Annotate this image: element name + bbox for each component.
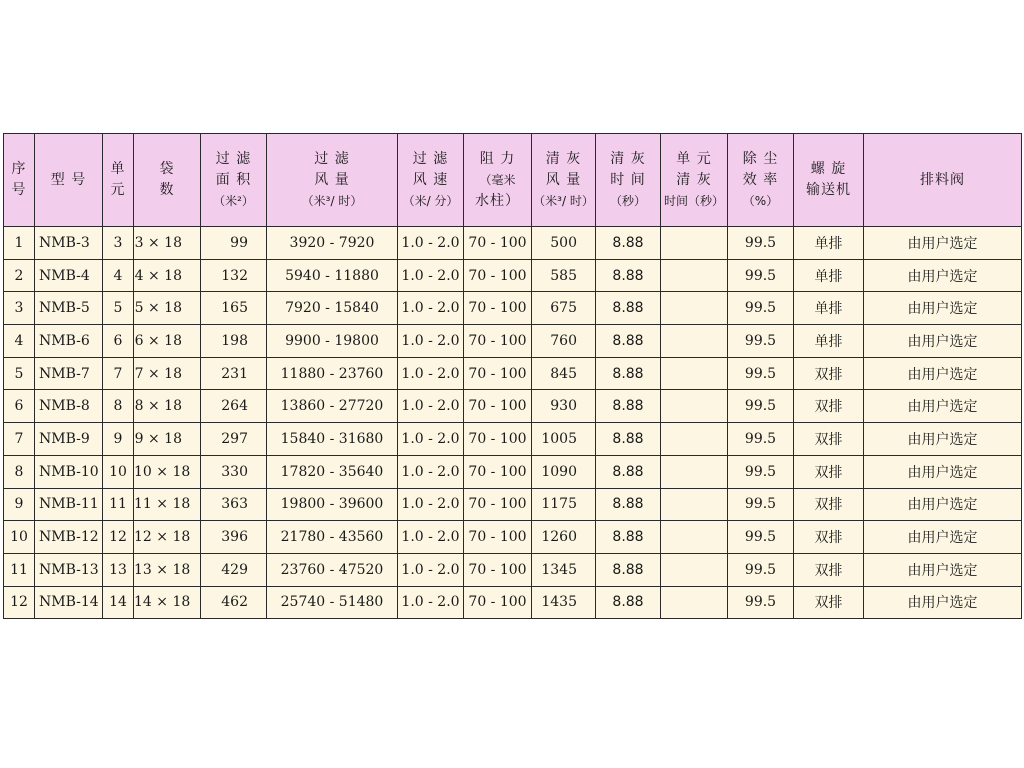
cell-col-unit: 14 (103, 586, 134, 619)
header-line: 元 (110, 182, 126, 198)
header-col-resistance (464, 134, 532, 227)
cell-col-screw-conveyor: 双排 (794, 488, 864, 521)
header-line: 排料阀 (920, 171, 965, 188)
cell-col-cleaning-time: 8.88 (596, 586, 661, 619)
cell-col-filter-velocity: 1.0 - 2.0 (398, 390, 464, 423)
cell-col-filter-airflow: 19800 - 39600 (267, 488, 398, 521)
cell-col-filter-airflow: 23760 - 47520 (267, 553, 398, 586)
cell-col-filter-area: 330 (201, 455, 267, 488)
cell-col-cleaning-time: 8.88 (596, 553, 661, 586)
cell-col-resistance: 70 - 100 (464, 586, 532, 619)
header-col-filter-airflow (267, 134, 398, 227)
cell-col-filter-velocity: 1.0 - 2.0 (398, 357, 464, 390)
cell-col-unit-cleaning-time (661, 553, 728, 586)
cell-col-filter-area: 396 (201, 521, 267, 554)
cell-col-resistance: 70 - 100 (464, 259, 532, 292)
cell-col-screw-conveyor: 双排 (794, 586, 864, 619)
spec-table (3, 133, 1022, 619)
cell-col-efficiency: 99.5 (728, 390, 794, 423)
cell-col-filter-velocity: 1.0 - 2.0 (398, 325, 464, 358)
cell-col-index: 11 (4, 553, 35, 586)
cell-col-filter-area: 363 (201, 488, 267, 521)
cell-col-filter-velocity: 1.0 - 2.0 (398, 259, 464, 292)
cell-col-bags: 10 × 18 (134, 455, 201, 488)
header-line: 型 号 (50, 171, 87, 188)
cell-col-index: 4 (4, 325, 35, 358)
cell-col-unit: 6 (103, 325, 134, 358)
cell-col-filter-velocity: 1.0 - 2.0 (398, 488, 464, 521)
table-row (4, 259, 1022, 292)
cell-col-index: 8 (4, 455, 35, 488)
cell-col-resistance: 70 - 100 (464, 390, 532, 423)
header-line: 效 率 (742, 171, 779, 188)
cell-col-filter-velocity: 1.0 - 2.0 (398, 292, 464, 325)
cell-col-model: NMB-14 (35, 586, 103, 619)
cell-col-model: NMB-12 (35, 521, 103, 554)
cell-col-efficiency: 99.5 (728, 586, 794, 619)
cell-col-unit: 8 (103, 390, 134, 423)
cell-col-cleaning-airflow: 675 (532, 292, 596, 325)
cell-col-bags: 13 × 18 (134, 553, 201, 586)
cell-col-bags: 7 × 18 (134, 357, 201, 390)
header-line: （%） (742, 193, 779, 208)
cell-col-model: NMB-8 (35, 390, 103, 423)
cell-col-resistance: 70 - 100 (464, 553, 532, 586)
header-line: 螺 旋 (810, 161, 847, 177)
cell-col-discharge-valve: 由用户选定 (864, 390, 1022, 423)
table-row (4, 553, 1022, 586)
cell-col-index: 6 (4, 390, 35, 423)
cell-col-unit: 3 (103, 227, 134, 260)
spec-table-container (3, 133, 1021, 619)
header-col-efficiency (728, 134, 794, 227)
cell-col-cleaning-airflow: 845 (532, 357, 596, 390)
cell-col-screw-conveyor: 单排 (794, 227, 864, 260)
header-line: 单 元 (676, 150, 712, 167)
cell-col-cleaning-time: 8.88 (596, 488, 661, 521)
cell-col-efficiency: 99.5 (728, 227, 794, 260)
table-row (4, 390, 1022, 423)
cell-col-filter-airflow: 5940 - 11880 (267, 259, 398, 292)
cell-col-filter-velocity: 1.0 - 2.0 (398, 455, 464, 488)
cell-col-filter-area: 99 (201, 227, 267, 260)
cell-col-unit: 11 (103, 488, 134, 521)
cell-col-unit: 13 (103, 553, 134, 586)
cell-col-cleaning-airflow: 1175 (532, 488, 596, 521)
cell-col-cleaning-airflow: 1435 (532, 586, 596, 619)
cell-col-screw-conveyor: 单排 (794, 259, 864, 292)
cell-col-resistance: 70 - 100 (464, 521, 532, 554)
cell-col-discharge-valve: 由用户选定 (864, 521, 1022, 554)
cell-col-filter-airflow: 13860 - 27720 (267, 390, 398, 423)
cell-col-filter-area: 231 (201, 357, 267, 390)
cell-col-discharge-valve: 由用户选定 (864, 357, 1022, 390)
cell-col-filter-velocity: 1.0 - 2.0 (398, 586, 464, 619)
header-line: 数 (159, 182, 175, 198)
cell-col-model: NMB-7 (35, 357, 103, 390)
header-line: 过 滤 (412, 150, 449, 167)
cell-col-cleaning-airflow: 1005 (532, 423, 596, 456)
header-line: 过 滤 (314, 150, 350, 167)
cell-col-unit-cleaning-time (661, 292, 728, 325)
cell-col-screw-conveyor: 双排 (794, 357, 864, 390)
header-col-cleaning-time (596, 134, 661, 227)
cell-col-bags: 8 × 18 (134, 390, 201, 423)
cell-col-resistance: 70 - 100 (464, 488, 532, 521)
cell-col-efficiency: 99.5 (728, 259, 794, 292)
cell-col-filter-velocity: 1.0 - 2.0 (398, 227, 464, 260)
cell-col-bags: 5 × 18 (134, 292, 201, 325)
cell-col-screw-conveyor: 双排 (794, 553, 864, 586)
cell-col-index: 2 (4, 259, 35, 292)
cell-col-filter-airflow: 21780 - 43560 (267, 521, 398, 554)
header-line: 输送机 (806, 182, 851, 198)
cell-col-model: NMB-13 (35, 553, 103, 586)
cell-col-bags: 14 × 18 (134, 586, 201, 619)
cell-col-filter-area: 165 (201, 292, 267, 325)
cell-col-bags: 11 × 18 (134, 488, 201, 521)
header-col-screw-conveyor (794, 134, 864, 227)
cell-col-unit: 12 (103, 521, 134, 554)
cell-col-cleaning-airflow: 760 (532, 325, 596, 358)
header-col-discharge-valve (864, 134, 1022, 227)
cell-col-resistance: 70 - 100 (464, 292, 532, 325)
cell-col-index: 3 (4, 292, 35, 325)
cell-col-filter-area: 198 (201, 325, 267, 358)
header-line: 单 (110, 161, 126, 177)
header-line: （米/ 分） (402, 193, 459, 208)
cell-col-discharge-valve: 由用户选定 (864, 553, 1022, 586)
cell-col-screw-conveyor: 双排 (794, 390, 864, 423)
header-line: 阻 力 (479, 150, 516, 167)
cell-col-efficiency: 99.5 (728, 488, 794, 521)
cell-col-screw-conveyor: 单排 (794, 325, 864, 358)
cell-col-cleaning-airflow: 585 (532, 259, 596, 292)
cell-col-unit-cleaning-time (661, 521, 728, 554)
cell-col-cleaning-time: 8.88 (596, 357, 661, 390)
cell-col-resistance: 70 - 100 (464, 227, 532, 260)
header-line: （毫米 (479, 172, 516, 187)
cell-col-unit-cleaning-time (661, 488, 728, 521)
cell-col-unit: 5 (103, 292, 134, 325)
cell-col-unit-cleaning-time (661, 586, 728, 619)
header-col-cleaning-airflow (532, 134, 596, 227)
cell-col-filter-airflow: 3920 - 7920 (267, 227, 398, 260)
header-line: 风 量 (314, 171, 350, 188)
header-line: （秒） (609, 193, 646, 208)
header-line: 除 尘 (742, 150, 779, 167)
cell-col-efficiency: 99.5 (728, 553, 794, 586)
cell-col-filter-airflow: 17820 - 35640 (267, 455, 398, 488)
cell-col-cleaning-time: 8.88 (596, 423, 661, 456)
header-line: （米³/ 时） (533, 193, 594, 208)
cell-col-filter-airflow: 7920 - 15840 (267, 292, 398, 325)
cell-col-discharge-valve: 由用户选定 (864, 423, 1022, 456)
header-line: （米³/ 时） (301, 193, 363, 208)
table-row (4, 423, 1022, 456)
cell-col-discharge-valve: 由用户选定 (864, 227, 1022, 260)
cell-col-bags: 6 × 18 (134, 325, 201, 358)
cell-col-model: NMB-4 (35, 259, 103, 292)
cell-col-cleaning-time: 8.88 (596, 521, 661, 554)
cell-col-efficiency: 99.5 (728, 521, 794, 554)
header-line: 序 (11, 161, 27, 177)
cell-col-bags: 4 × 18 (134, 259, 201, 292)
header-line: 风 量 (545, 171, 582, 188)
cell-col-filter-area: 132 (201, 259, 267, 292)
cell-col-discharge-valve: 由用户选定 (864, 259, 1022, 292)
cell-col-model: NMB-3 (35, 227, 103, 260)
cell-col-filter-velocity: 1.0 - 2.0 (398, 423, 464, 456)
header-line: 风 速 (412, 171, 449, 188)
cell-col-index: 9 (4, 488, 35, 521)
table-row (4, 325, 1022, 358)
cell-col-model: NMB-10 (35, 455, 103, 488)
cell-col-resistance: 70 - 100 (464, 455, 532, 488)
cell-col-efficiency: 99.5 (728, 292, 794, 325)
cell-col-unit-cleaning-time (661, 455, 728, 488)
cell-col-filter-airflow: 15840 - 31680 (267, 423, 398, 456)
cell-col-cleaning-time: 8.88 (596, 259, 661, 292)
cell-col-cleaning-time: 8.88 (596, 325, 661, 358)
table-row (4, 521, 1022, 554)
cell-col-efficiency: 99.5 (728, 423, 794, 456)
cell-col-unit: 9 (103, 423, 134, 456)
header-line: 过 滤 (215, 150, 252, 167)
table-row (4, 488, 1022, 521)
cell-col-unit-cleaning-time (661, 325, 728, 358)
cell-col-model: NMB-5 (35, 292, 103, 325)
cell-col-discharge-valve: 由用户选定 (864, 586, 1022, 619)
table-header-row (4, 134, 1022, 227)
cell-col-cleaning-airflow: 930 (532, 390, 596, 423)
header-line: （米²） (213, 193, 254, 208)
table-body (4, 227, 1022, 619)
cell-col-cleaning-airflow: 1260 (532, 521, 596, 554)
header-col-unit (103, 134, 134, 227)
header-col-bags (134, 134, 201, 227)
cell-col-unit-cleaning-time (661, 423, 728, 456)
cell-col-discharge-valve: 由用户选定 (864, 292, 1022, 325)
header-line: 时间（秒） (663, 193, 724, 208)
header-line: 水柱） (475, 192, 520, 209)
cell-col-screw-conveyor: 双排 (794, 521, 864, 554)
table-row (4, 292, 1022, 325)
cell-col-filter-airflow: 9900 - 19800 (267, 325, 398, 358)
cell-col-model: NMB-9 (35, 423, 103, 456)
cell-col-efficiency: 99.5 (728, 325, 794, 358)
cell-col-unit: 4 (103, 259, 134, 292)
cell-col-bags: 3 × 18 (134, 227, 201, 260)
header-line: 清 灰 (676, 171, 712, 188)
header-line: 袋 (159, 161, 175, 177)
cell-col-cleaning-time: 8.88 (596, 390, 661, 423)
header-col-filter-area (201, 134, 267, 227)
cell-col-efficiency: 99.5 (728, 357, 794, 390)
cell-col-filter-airflow: 25740 - 51480 (267, 586, 398, 619)
header-line: 号 (11, 182, 27, 198)
cell-col-model: NMB-6 (35, 325, 103, 358)
header-col-unit-cleaning-time (661, 134, 728, 227)
cell-col-filter-airflow: 11880 - 23760 (267, 357, 398, 390)
header-line: 时 间 (610, 171, 646, 188)
cell-col-filter-velocity: 1.0 - 2.0 (398, 553, 464, 586)
cell-col-cleaning-airflow: 500 (532, 227, 596, 260)
cell-col-discharge-valve: 由用户选定 (864, 488, 1022, 521)
cell-col-filter-area: 429 (201, 553, 267, 586)
cell-col-model: NMB-11 (35, 488, 103, 521)
cell-col-index: 1 (4, 227, 35, 260)
cell-col-resistance: 70 - 100 (464, 357, 532, 390)
cell-col-unit-cleaning-time (661, 227, 728, 260)
cell-col-filter-velocity: 1.0 - 2.0 (398, 521, 464, 554)
cell-col-unit-cleaning-time (661, 259, 728, 292)
cell-col-unit-cleaning-time (661, 357, 728, 390)
cell-col-unit: 7 (103, 357, 134, 390)
cell-col-cleaning-time: 8.88 (596, 292, 661, 325)
cell-col-index: 5 (4, 357, 35, 390)
cell-col-filter-area: 297 (201, 423, 267, 456)
cell-col-resistance: 70 - 100 (464, 423, 532, 456)
header-line: 面 积 (215, 171, 252, 188)
cell-col-cleaning-time: 8.88 (596, 455, 661, 488)
header-col-filter-velocity (398, 134, 464, 227)
cell-col-unit: 10 (103, 455, 134, 488)
cell-col-index: 10 (4, 521, 35, 554)
cell-col-bags: 12 × 18 (134, 521, 201, 554)
cell-col-cleaning-time: 8.88 (596, 227, 661, 260)
cell-col-filter-area: 264 (201, 390, 267, 423)
cell-col-cleaning-airflow: 1345 (532, 553, 596, 586)
cell-col-index: 7 (4, 423, 35, 456)
table-row (4, 586, 1022, 619)
cell-col-discharge-valve: 由用户选定 (864, 325, 1022, 358)
header-line: 清 灰 (610, 150, 646, 167)
cell-col-cleaning-airflow: 1090 (532, 455, 596, 488)
header-line: 清 灰 (545, 150, 582, 167)
cell-col-discharge-valve: 由用户选定 (864, 455, 1022, 488)
table-row (4, 357, 1022, 390)
cell-col-screw-conveyor: 双排 (794, 423, 864, 456)
cell-col-efficiency: 99.5 (728, 455, 794, 488)
cell-col-screw-conveyor: 单排 (794, 292, 864, 325)
header-col-model (35, 134, 103, 227)
header-col-index (4, 134, 35, 227)
table-row (4, 455, 1022, 488)
cell-col-index: 12 (4, 586, 35, 619)
cell-col-resistance: 70 - 100 (464, 325, 532, 358)
cell-col-filter-area: 462 (201, 586, 267, 619)
cell-col-unit-cleaning-time (661, 390, 728, 423)
cell-col-screw-conveyor: 双排 (794, 455, 864, 488)
table-row (4, 227, 1022, 260)
cell-col-bags: 9 × 18 (134, 423, 201, 456)
